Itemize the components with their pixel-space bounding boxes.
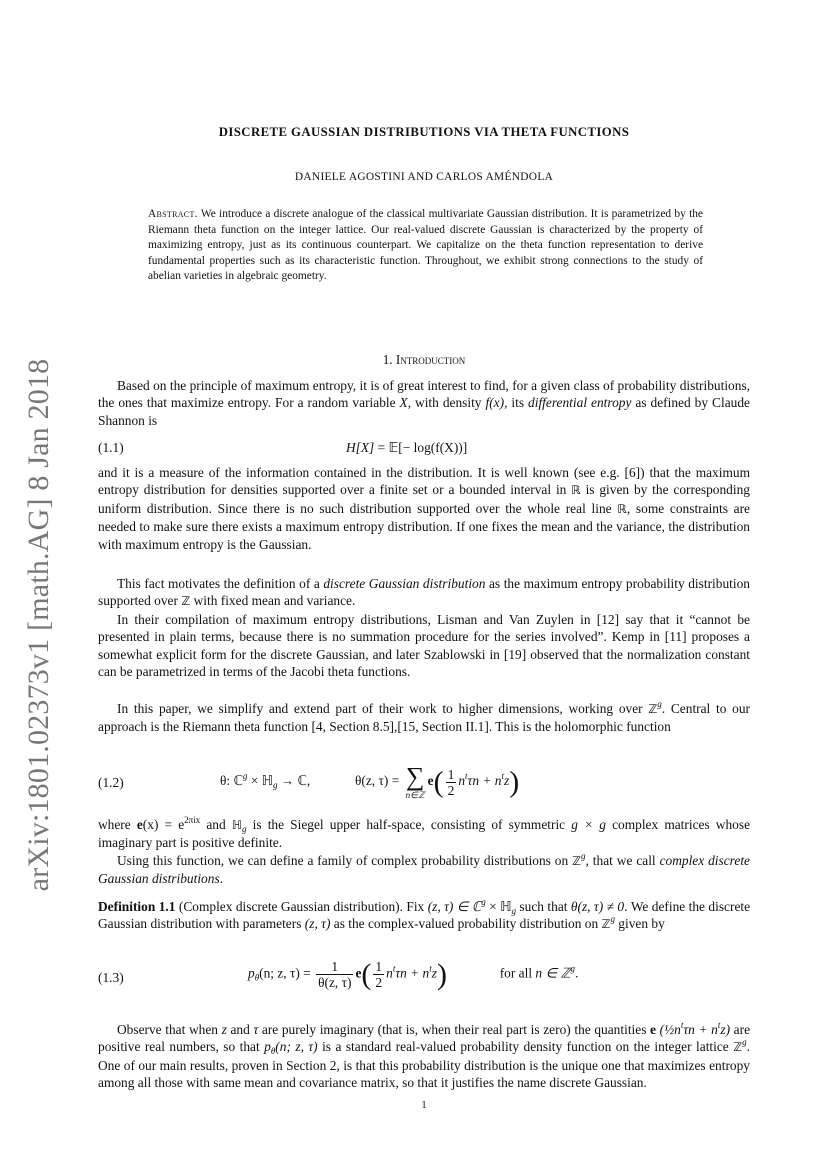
- paragraph-1: Based on the principle of maximum entropy, it is of great interest to find, for a given class of probability distributions, the ones that maximize entropy. For a random variable X, with density f(x), its differential entropy as defined by Claude Shannon is: [98, 378, 750, 428]
- equation-1-3: [98, 957, 750, 1001]
- page-number: 1: [421, 1099, 427, 1111]
- abstract: [148, 207, 703, 285]
- equation-1-1: [98, 439, 750, 459]
- equation-body: H[X] = 𝔼[− log(f(X))]: [346, 440, 468, 455]
- paragraph-2: and it is a measure of the information contained in the distribution. It is well known (see e.g. [6]) that the maximum entropy distribution for densities supported over a finite set or a bounded interval in ℝ is given by the corresponding uniform distribution. Since there is no such distribution supported over the whole real line ℝ, some constraints are needed to make sure there exists a maximum entropy distribution. If one fixes the mean and the variance, the distribution with maximum entropy is the Gaussian.: [98, 465, 750, 552]
- term-complex-discrete-gaussian: complex discrete Gaussian distributions: [98, 853, 750, 887]
- equation-label: (1.2): [98, 775, 124, 790]
- paragraph-6: where $e(x) = e^{2\pi ix}$ and ℍ$_g$ is the Siegel upper half-space, consisting of symmetric g × g complex matrices whose imaginary part is positive definite.: [98, 815, 751, 851]
- term-differential-entropy: differential entropy: [528, 395, 632, 411]
- section-heading: [98, 351, 750, 368]
- definition-1-1: Definition 1.1 (Complex discrete Gaussian distribution). Fix (z, τ) ∈ ℂ$^g$ × ℍ$_g$ such that θ(z, τ) ≠ 0. We define the discrete Gaussian distribution with parameters (z, τ) as the complex-valued probability distribution on ℤ$^g$ given by: [98, 897, 751, 932]
- paper-title: DISCRETE GAUSSIAN DISTRIBUTIONS VIA THETA FUNCTIONS: [218, 125, 630, 139]
- term-discrete-gaussian: discrete Gaussian distribution: [323, 576, 486, 591]
- abstract-text: We introduce a discrete analogue of the classical multivariate Gaussian distribution. It is parametrized by the Riemann theta function on the integer lattice. Our real-valued discrete Gaussian is characterized by the property of maximizing entropy, just as its continuous counterpart. We capitalize on the theta function representation to derive fundamental properties such as its characteristic function. Throughout, we exhibit strong connections to the study of abelian varieties in algebraic geometry.: [148, 208, 703, 283]
- section-title: Introduction: [395, 352, 466, 367]
- equation-body: θ: ℂ$^g$ × ℍ$_g$ → ℂ, θ(z, τ) = ∑ n∈ℤ e( $\frac{1}{2}$ $n^t\tau n + n^tz$): [220, 762, 520, 800]
- paragraph-4: In their compilation of maximum entropy distributions, Lisman and Van Zuylen in [12] say that it “cannot be presented in plain terms, because there is no summation procedure for the series involved”. Kemp in [11] proposes a somewhat explicit form for the discrete Gaussian, and later Szablowski in [19] observed that the normalization constant can be parametrized in terms of the Jacobi theta functions.: [98, 612, 750, 680]
- arxiv-stamp: arXiv:1801.02373v1 [math.AG] 8 Jan 2018: [22, 358, 55, 892]
- paragraph-3: This fact motivates the definition of a discrete Gaussian distribution as the maximum entropy probability distribution supported over ℤ with fixed mean and variance.: [98, 576, 750, 609]
- abstract-label: Abstract.: [148, 208, 198, 220]
- paragraph-7: Using this function, we can define a family of complex probability distributions on ℤ$^g$, that we call complex discrete Gaussian distributions.: [98, 851, 750, 887]
- equation-label: (1.1): [98, 440, 124, 455]
- paragraph-5: In this paper, we simplify and extend part of their work to higher dimensions, working over ℤ$^g$. Central to our approach is the Riemann theta function [4, Section 8.5],[15, Section II.1]. This is the holomorphic function: [98, 699, 750, 735]
- arxiv-sidebar: [14, 345, 64, 905]
- section-number: 1.: [382, 352, 393, 367]
- equation-label: (1.3): [98, 970, 124, 985]
- paragraph-8: Observe that when z and τ are purely imaginary (that is, when their real part is zero) the quantities e $(\frac{1}{2}n^t\tau n + n^tz)$ are positive real numbers, so that $p_\theta(n$; z, τ) is a standard real-valued probability density function on the integer lattice ℤ$^g$. One of our main results, proven in Section 2, is that this probability distribution is the unique one that maximizes entropy among all those with same mean and covariance matrix, so that it justifies the name discrete Gaussian.: [98, 1020, 751, 1091]
- equation-1-2: [98, 760, 750, 806]
- paper-authors: DANIELE AGOSTINI AND CARLOS AMÉNDOLA: [294, 171, 554, 183]
- equation-body: $p_\theta(n$; z, τ) = $\frac{1}{\theta(z, \tau)}$ e( $\frac{1}{2}$ $n^t\tau n + n^tz$) for all n ∈ ℤ$^g$.: [248, 957, 579, 991]
